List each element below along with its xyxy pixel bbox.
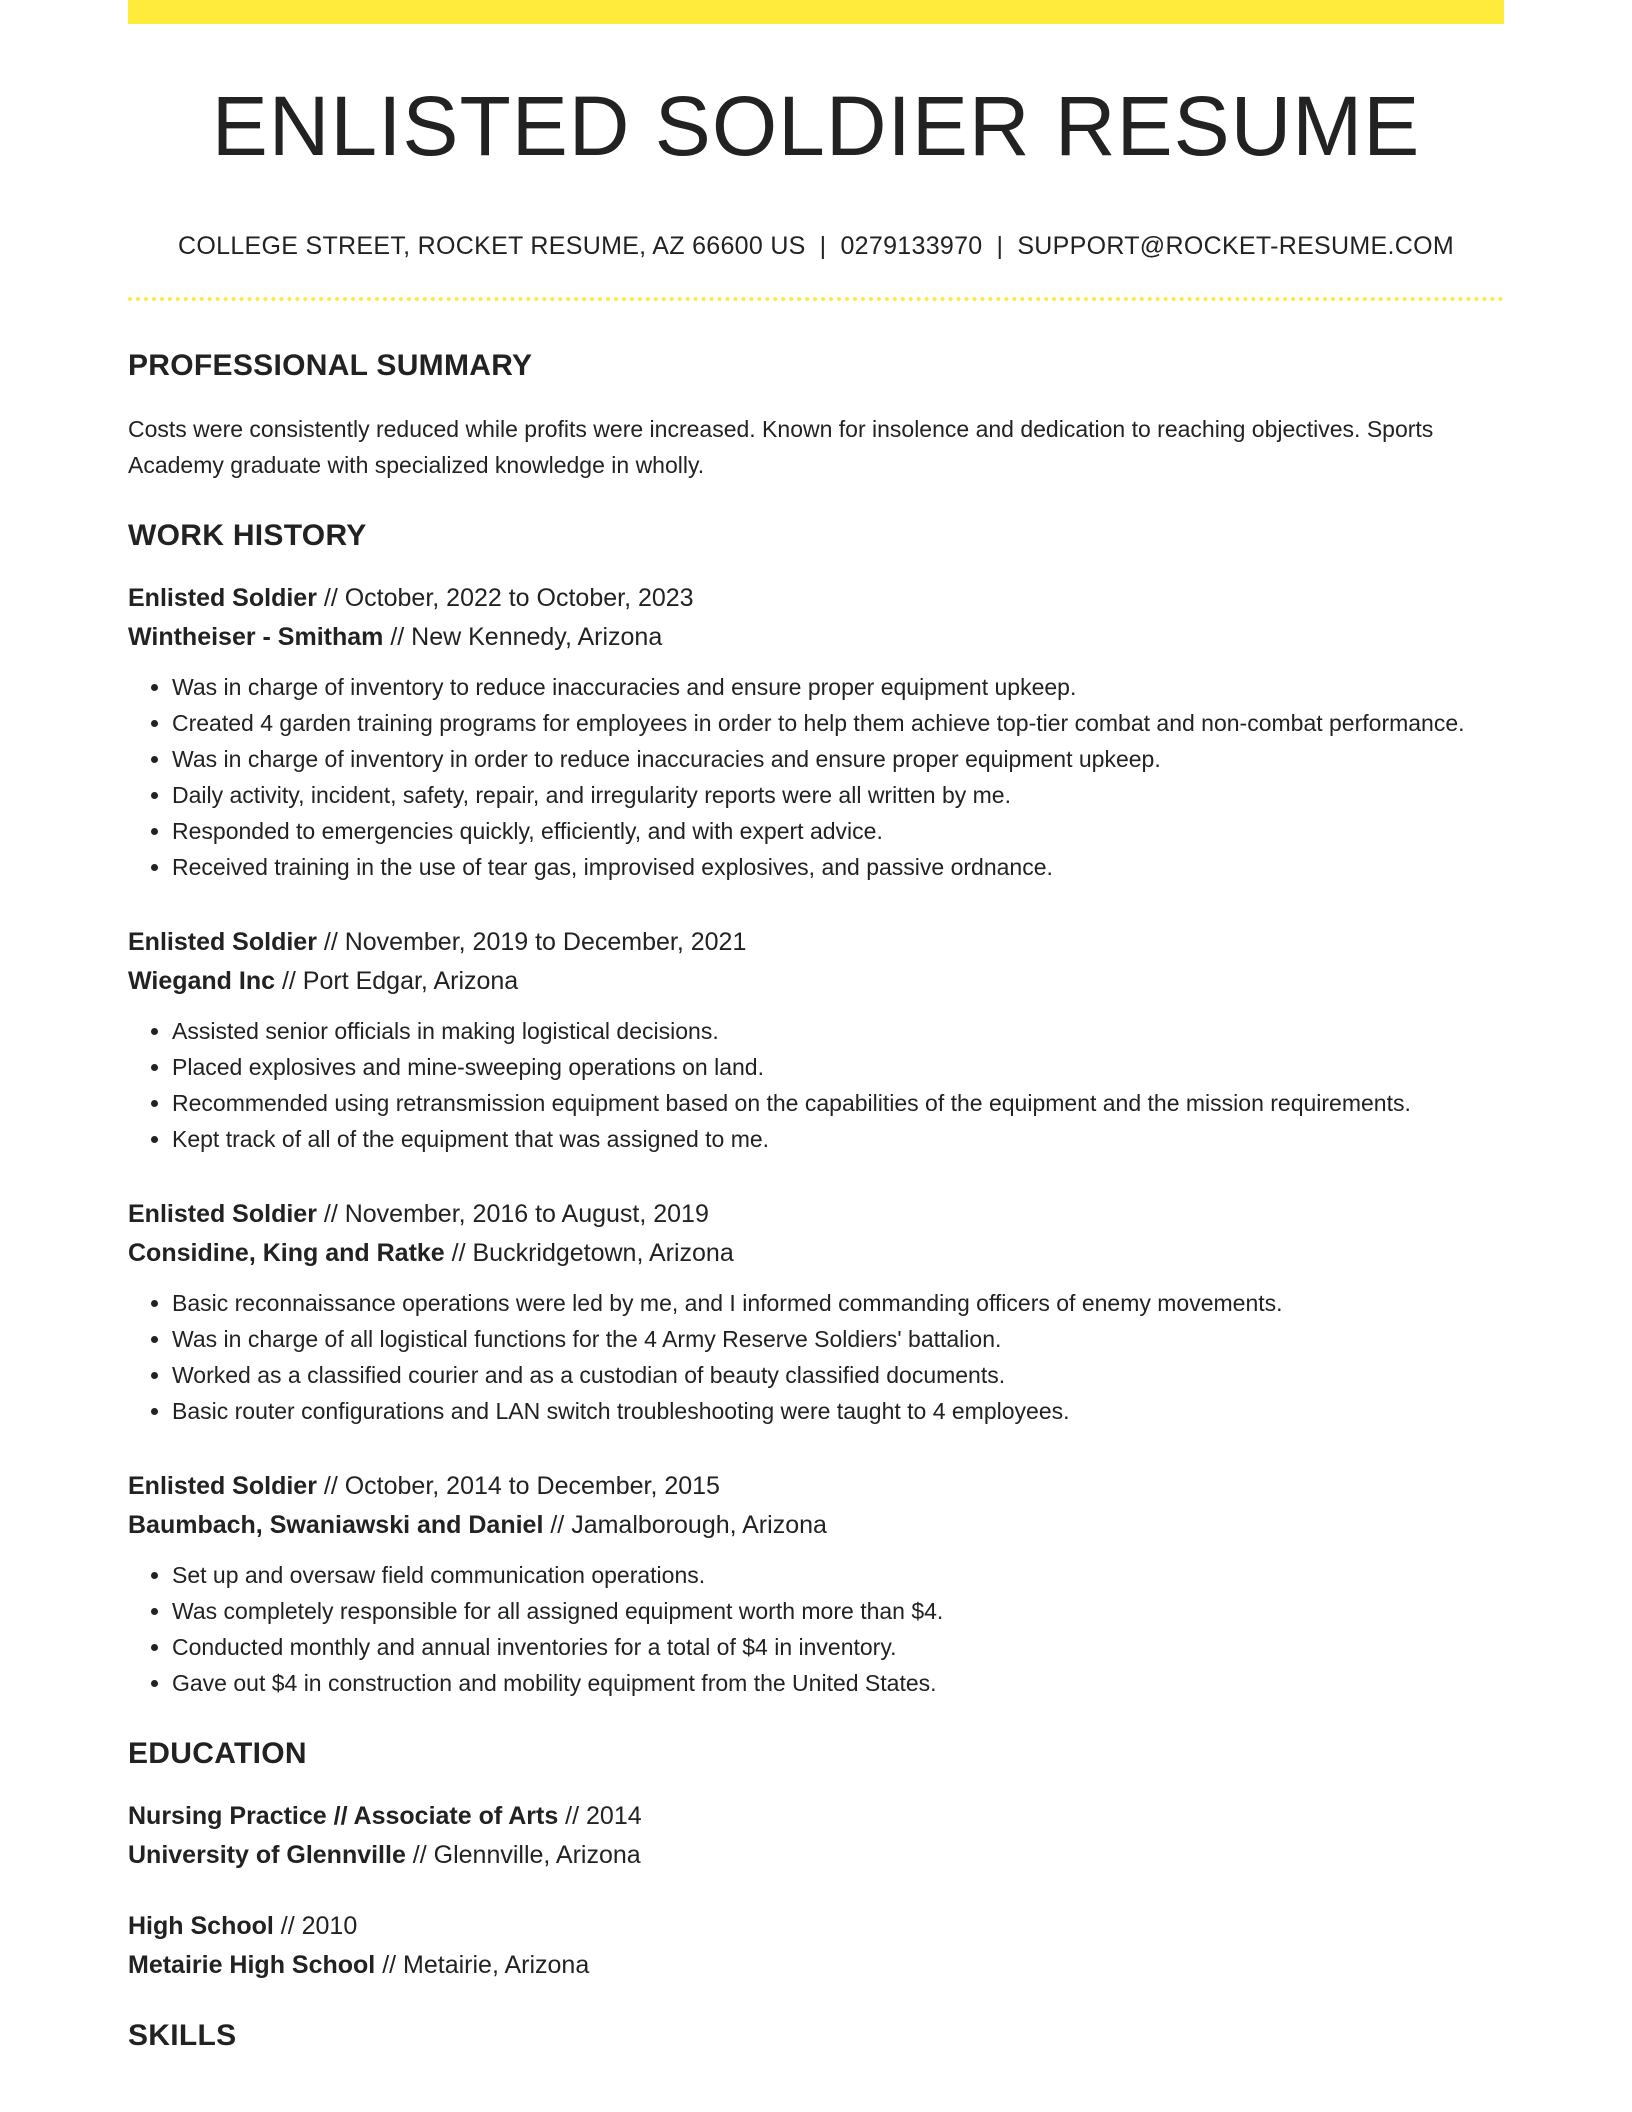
dotted-divider [128, 297, 1504, 301]
job-title: Enlisted Soldier [128, 1472, 317, 1500]
list-item: • Basic router configurations and LAN switch troubleshooting were taught to 4 employees. [172, 1393, 1504, 1429]
job-company: Baumbach, Swaniawski and Daniel [128, 1511, 544, 1539]
list-item: • Daily activity, incident, safety, repair, and irregularity reports were all written by me. [172, 777, 1504, 813]
job-location: // Port Edgar, Arizona [275, 967, 519, 995]
job-location: // New Kennedy, Arizona [383, 623, 663, 651]
list-item: • Was in charge of inventory in order to reduce inaccuracies and ensure proper equipment upkeep. [172, 741, 1504, 777]
job-title: Enlisted Soldier [128, 928, 317, 956]
list-item: • Was in charge of inventory to reduce inaccuracies and ensure proper equipment upkeep. [172, 669, 1504, 705]
contact-address: COLLEGE STREET, ROCKET RESUME, AZ 66600 US [178, 232, 806, 260]
education-school-line [128, 1836, 1504, 1875]
job-title-line [128, 1195, 1504, 1234]
list-item: • Created 4 garden training programs for employees in order to help them achieve top-tier combat and non-combat performance. [172, 705, 1504, 741]
contact-line [128, 234, 1504, 259]
job-bullets [128, 1013, 1504, 1157]
job-entry [128, 1467, 1504, 1701]
list-item: • Recommended using retransmission equipment based on the capabilities of the equipment and the mission requirements. [172, 1085, 1504, 1121]
list-item: • Conducted monthly and annual inventories for a total of $4 in inventory. [172, 1629, 1504, 1665]
education-degree: High School [128, 1912, 274, 1940]
job-company-line [128, 1506, 1504, 1545]
list-item: • Basic reconnaissance operations were led by me, and I informed commanding officers of enemy movements. [172, 1285, 1504, 1321]
resume-title: ENLISTED SOLDIER RESUME [211, 79, 1421, 173]
job-location: // Buckridgetown, Arizona [444, 1239, 734, 1267]
job-title: Enlisted Soldier [128, 1200, 317, 1228]
education-school: Metairie High School [128, 1951, 376, 1979]
accent-top-bar [128, 0, 1504, 24]
education-degree-line [128, 1907, 1504, 1946]
job-company: Wintheiser - Smitham [128, 623, 384, 651]
job-entry [128, 923, 1504, 1157]
job-dates: // November, 2019 to December, 2021 [316, 928, 747, 956]
education-location: // Glennville, Arizona [405, 1841, 641, 1869]
job-company-line [128, 962, 1504, 1001]
job-location: // Jamalborough, Arizona [543, 1511, 827, 1539]
list-item: • Gave out $4 in construction and mobility equipment from the United States. [172, 1665, 1504, 1701]
job-company: Considine, King and Ratke [128, 1239, 445, 1267]
education-entry [128, 1907, 1504, 1985]
list-item: • Was completely responsible for all assigned equipment worth more than $4. [172, 1593, 1504, 1629]
education-location: // Metairie, Arizona [375, 1951, 590, 1979]
job-entry [128, 579, 1504, 885]
job-title-line [128, 923, 1504, 962]
contact-separator: | [819, 232, 827, 260]
list-item: • Worked as a classified courier and as a custodian of beauty classified documents. [172, 1357, 1504, 1393]
education-school-line [128, 1946, 1504, 1985]
section-title-work-history: WORK HISTORY [128, 519, 367, 552]
summary-text: Costs were consistently reduced while profits were increased. Known for insolence and dedication to reaching objectives. Sports Academy graduate with specialized knowledge in wholly. [128, 416, 1434, 478]
job-bullets [128, 1285, 1504, 1429]
contact-separator: | [996, 232, 1004, 260]
education-school: University of Glennville [128, 1841, 406, 1869]
job-dates: // October, 2022 to October, 2023 [316, 584, 694, 612]
job-bullets [128, 669, 1504, 885]
education-year: // 2014 [558, 1802, 642, 1830]
job-company: Wiegand Inc [128, 967, 276, 995]
education-degree-line [128, 1797, 1504, 1836]
list-item: • Responded to emergencies quickly, efficiently, and with expert advice. [172, 813, 1504, 849]
resume-page [128, 0, 1504, 2051]
section-title-summary: PROFESSIONAL SUMMARY [128, 349, 533, 382]
list-item: • Received training in the use of tear gas, improvised explosives, and passive ordnance. [172, 849, 1504, 885]
job-dates: // October, 2014 to December, 2015 [316, 1472, 720, 1500]
job-title-line [128, 1467, 1504, 1506]
job-bullets [128, 1557, 1504, 1701]
education-year: // 2010 [273, 1912, 358, 1940]
job-dates: // November, 2016 to August, 2019 [316, 1200, 709, 1228]
job-company-line [128, 1234, 1504, 1273]
section-title-skills: SKILLS [128, 2019, 237, 2052]
job-company-line [128, 618, 1504, 657]
job-title: Enlisted Soldier [128, 584, 317, 612]
contact-email[interactable]: SUPPORT@ROCKET-RESUME.COM [1017, 232, 1454, 260]
list-item: • Kept track of all of the equipment that was assigned to me. [172, 1121, 1504, 1157]
education-entry [128, 1797, 1504, 1875]
contact-phone: 0279133970 [840, 232, 983, 260]
list-item: • Set up and oversaw field communication operations. [172, 1557, 1504, 1593]
list-item: • Assisted senior officials in making logistical decisions. [172, 1013, 1504, 1049]
section-title-education: EDUCATION [128, 1737, 307, 1770]
list-item: • Was in charge of all logistical functions for the 4 Army Reserve Soldiers' battalion. [172, 1321, 1504, 1357]
education-degree: Nursing Practice // Associate of Arts [128, 1802, 559, 1830]
job-entry [128, 1195, 1504, 1429]
job-title-line [128, 579, 1504, 618]
list-item: • Placed explosives and mine-sweeping operations on land. [172, 1049, 1504, 1085]
